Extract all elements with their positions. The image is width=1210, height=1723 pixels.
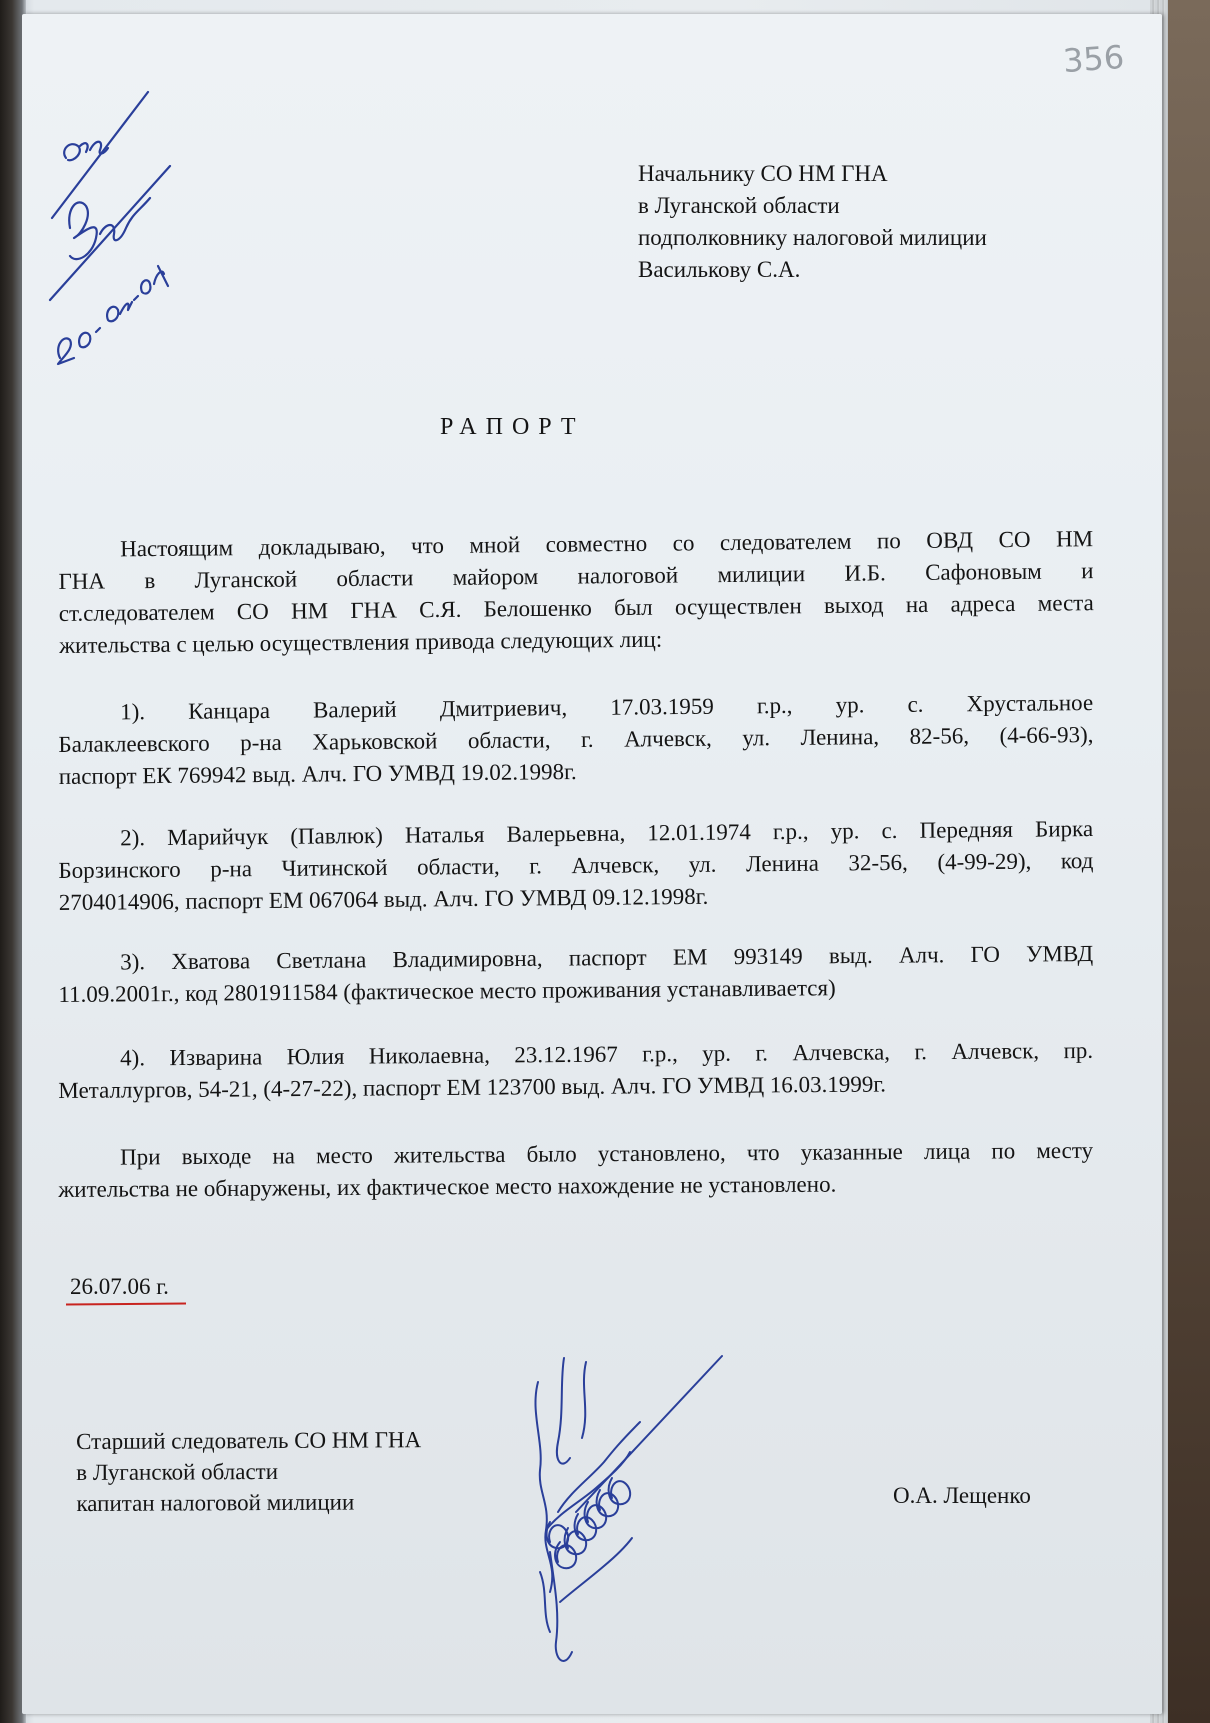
signer-position (76, 1424, 422, 1519)
resolution-handwriting (30, 88, 180, 378)
paragraph-line: 4). Изварина Юлия Николаевна, 23.12.1967 г.р., ур. г. Алчевска, г. Алчевск, пр. (120, 1037, 1094, 1071)
addressee-line: в Луганской области (638, 193, 840, 218)
document-date: 26.07.06 г. (70, 1274, 169, 1299)
addressee-line: подполковнику налоговой милиции (638, 225, 987, 250)
paragraph-line: Балаклеевского р-на Харьковской области, г. Алчевск, ул. Ленина, 82-56, (4-66-93), (58, 722, 1094, 757)
paragraph-line: жительства с целью осуществления привода следующих лиц: (59, 626, 663, 658)
paragraph-line: Настоящим докладываю, что мной совместно со следователем по ОВД СО НМ (120, 526, 1094, 562)
paragraph-line: Борзинского р-на Читинской области, г. Алчевск, ул. Ленина 32-56, (4-99-29), код (58, 848, 1094, 883)
page-number: 356 (1061, 37, 1126, 81)
document-title: РАПОРТ (440, 414, 585, 440)
paragraph-line: 11.09.2001г., код 2801911584 (фактическое место проживания устанавливается) (58, 975, 836, 1007)
desk-surface (1168, 0, 1210, 1723)
addressee-line: Василькову С.А. (638, 257, 801, 282)
person-item-4 (58, 1035, 1093, 1107)
paragraph-line: 3). Хватова Светлана Владимировна, паспорт ЕМ 993149 выд. Алч. ГО УМВД (120, 940, 1094, 975)
signer-position-line: капитан налоговой милиции (76, 1489, 355, 1516)
paragraph-line: 2704014906, паспорт ЕМ 067064 выд. Алч. ГО УМВД 09.12.1998г. (58, 883, 709, 915)
signer-name: О.А. Лещенко (893, 1483, 1031, 1508)
person-item-3 (58, 938, 1094, 1011)
signer-position-line: Старший следователь СО НМ ГНА (76, 1427, 422, 1454)
paragraph-line: Металлургов, 54-21, (4-27-22), паспорт ЕМ 123700 выд. Алч. ГО УМВД 16.03.1999г. (58, 1071, 887, 1103)
signer-position-line: в Луганской области (76, 1458, 279, 1485)
addressee-line: Начальнику СО НМ ГНА (638, 161, 888, 186)
paragraph-line: жительства не обнаружены, их фактическое место нахождение не установлено. (58, 1171, 837, 1202)
paragraph-line: паспорт ЕК 769942 выд. Алч. ГО УМВД 19.02.1998г. (58, 759, 577, 789)
person-item-1 (58, 687, 1094, 793)
paragraph-line: ГНА в Луганской области майором налоговой милиции И.Б. Сафоновым и (58, 558, 1094, 594)
paragraph-line: ст.следователем СО НМ ГНА С.Я. Белошенко был осуществлен выход на адреса места (58, 590, 1094, 626)
paragraph-line: 1). Канцара Валерий Дмитриевич, 17.03.1959 г.р., ур. с. Хрустальное (120, 690, 1094, 725)
intro-paragraph (58, 523, 1094, 662)
person-item-2 (58, 813, 1094, 919)
conclusion-paragraph (58, 1135, 1093, 1206)
paragraph-line: 2). Марийчук (Павлюк) Наталья Валерьевна, 12.01.1974 г.р., ур. с. Передняя Бирка (120, 816, 1094, 851)
handwritten-signature (520, 1352, 730, 1682)
paragraph-line: При выходе на место жительства было установлено, что указанные лица по месту (120, 1137, 1094, 1170)
addressee-block (638, 158, 987, 286)
